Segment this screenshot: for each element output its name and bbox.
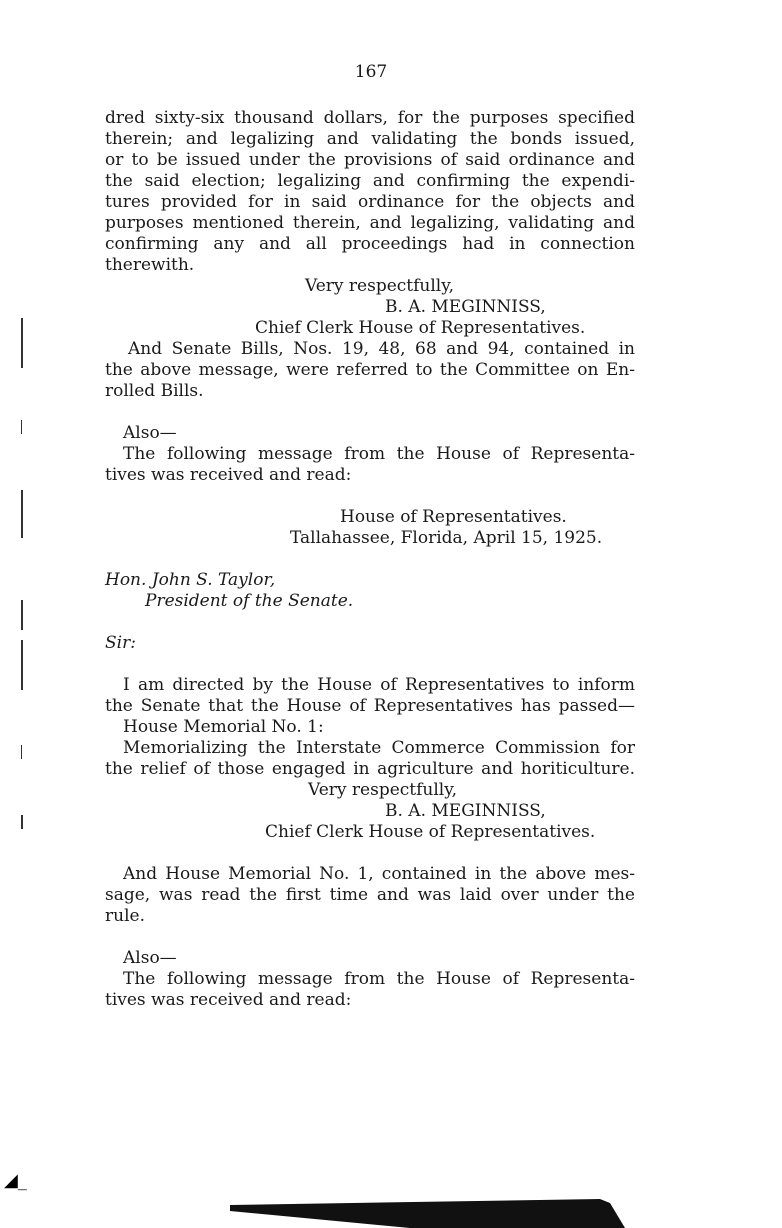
scan-artifact-mark xyxy=(21,318,23,368)
message-house: House of Representatives. xyxy=(340,507,567,527)
text-line: And Senate Bills, Nos. 19, 48, 68 and 94, contained in xyxy=(128,339,635,359)
text-line: purposes mentioned therein, and legalizing, validating and xyxy=(105,213,635,233)
text-line: The following message from the House of Representa- xyxy=(123,969,635,989)
text-line: confirming any and all proceedings had in connection xyxy=(105,234,635,254)
text-line: tives was received and read: xyxy=(105,990,352,1010)
scan-artifact-mark xyxy=(21,640,23,690)
signature-title: Chief Clerk House of Representatives. xyxy=(255,318,586,338)
text-line: sage, was read the first time and was laid over under the xyxy=(105,885,635,905)
text-line: the above message, were referred to the Committee on En- xyxy=(105,360,635,380)
text-line: the Senate that the House of Representatives has passed— xyxy=(105,696,635,716)
text-line: The following message from the House of Representa- xyxy=(123,444,635,464)
page-number: 167 xyxy=(354,62,388,82)
signature-name: B. A. MEGINNISS, xyxy=(385,297,546,317)
text-line: rule. xyxy=(105,906,145,926)
text-line: tures provided for in said ordinance for the objects and xyxy=(105,192,635,212)
scan-artifact-mark xyxy=(21,420,22,434)
address-title: President of the Senate. xyxy=(145,591,354,611)
scan-artifact-mark xyxy=(21,490,23,538)
text-line: tives was received and read: xyxy=(105,465,352,485)
signature-name: B. A. MEGINNISS, xyxy=(385,801,546,821)
text-line: the said election; legalizing and confirming the expendi- xyxy=(105,171,635,191)
text-line: I am directed by the House of Representatives to inform xyxy=(123,675,635,695)
text-line: And House Memorial No. 1, contained in the above mes- xyxy=(123,864,635,884)
corner-arrow-icon: ◢_ xyxy=(4,1170,27,1191)
scan-artifact-mark xyxy=(21,600,23,630)
signature-closing: Very respectfully, xyxy=(305,276,454,296)
message-place-date: Tallahassee, Florida, April 15, 1925. xyxy=(290,528,603,548)
scan-edge-bar-icon xyxy=(230,1195,630,1228)
text-line: rolled Bills. xyxy=(105,381,204,401)
text-line: dred sixty-six thousand dollars, for the purposes specified xyxy=(105,108,635,128)
text-line: therein; and legalizing and validating the bonds issued, xyxy=(105,129,635,149)
text-line: therewith. xyxy=(105,255,195,275)
text-line: House Memorial No. 1: xyxy=(123,717,324,737)
scan-artifact-mark xyxy=(21,745,22,759)
address-name: Hon. John S. Taylor, xyxy=(105,570,276,590)
text-line: or to be issued under the provisions of said ordinance and xyxy=(105,150,635,170)
also-heading: Also— xyxy=(123,423,177,443)
salutation: Sir: xyxy=(105,633,136,653)
scan-artifact-mark xyxy=(21,815,23,829)
signature-title: Chief Clerk House of Representatives. xyxy=(265,822,596,842)
text-line: Memorializing the Interstate Commerce Commission for xyxy=(123,738,635,758)
also-heading: Also— xyxy=(123,948,177,968)
signature-closing: Very respectfully, xyxy=(308,780,457,800)
text-line: the relief of those engaged in agriculture and horiticulture. xyxy=(105,759,635,779)
